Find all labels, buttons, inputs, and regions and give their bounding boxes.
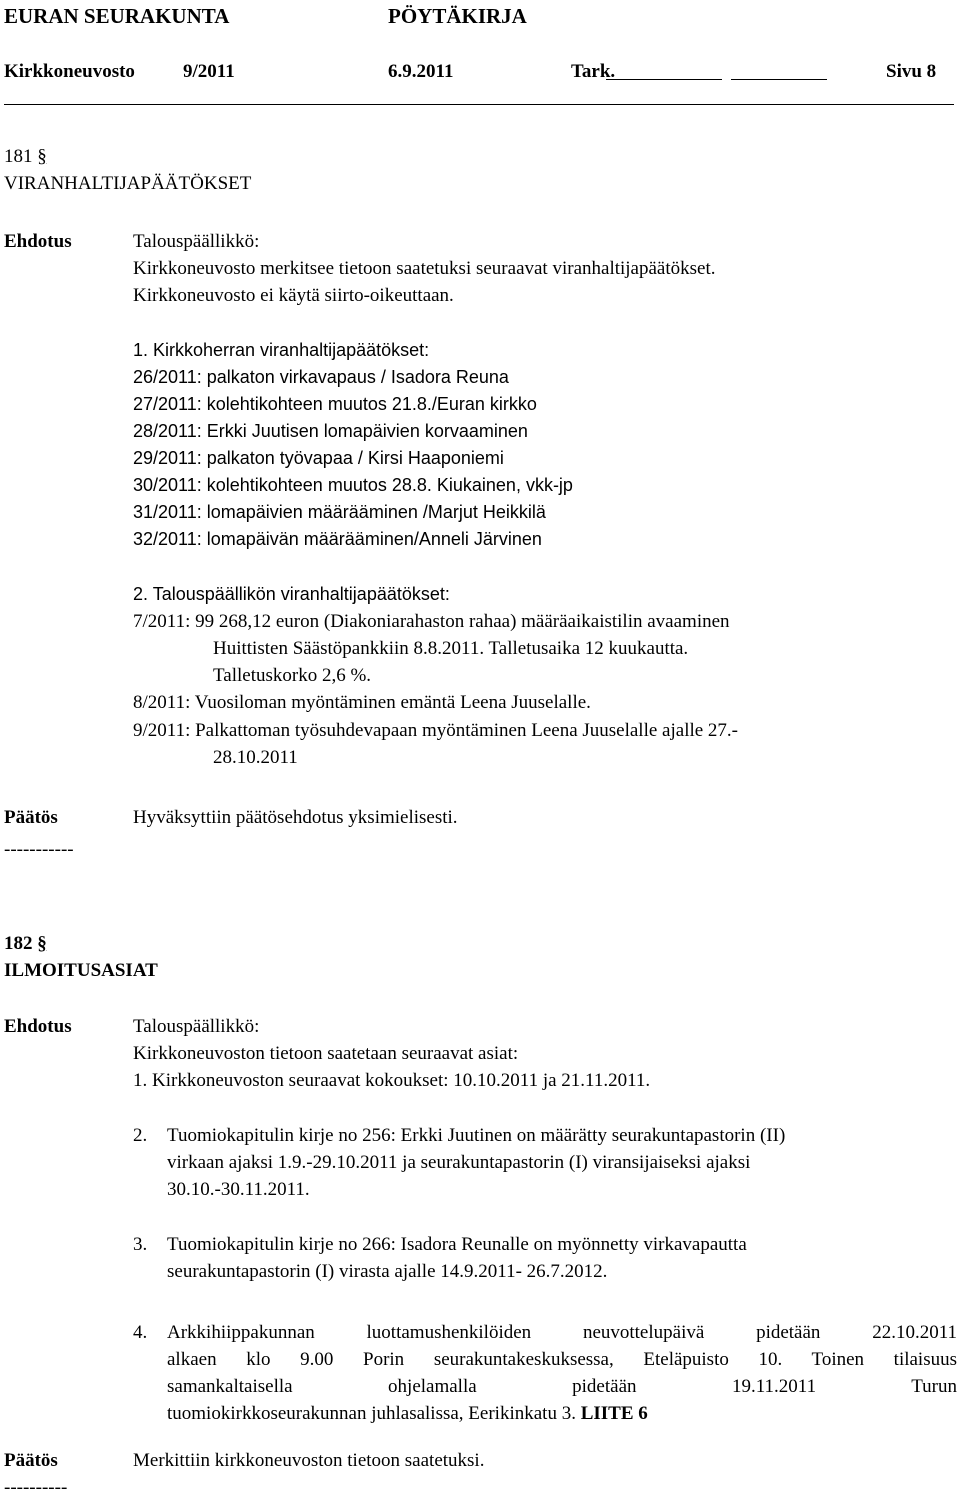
notice-item-2-line: Tuomiokapitulin kirje no 256: Erkki Juutinen on määrätty seurakuntapastorin (II)	[167, 1125, 786, 1146]
tark-label: Tark.	[571, 61, 616, 82]
decision-line: 8/2011: Vuosiloman myöntäminen emäntä Leena Juuselalle.	[133, 692, 591, 713]
notice-item-3-line: Tuomiokapitulin kirje no 266: Isadora Reunalle on myönnetty virkavapautta	[167, 1234, 747, 1255]
proposer: Talouspäällikkö:	[133, 231, 260, 252]
notice-item-3-line: seurakuntapastorin (I) virasta ajalle 14.9.2011- 26.7.2012.	[167, 1261, 608, 1282]
group-2-title: 2. Talouspäällikön viranhaltijapäätökset:	[133, 584, 450, 604]
decision-label: Päätös	[4, 807, 58, 828]
group-1-title: 1. Kirkkoherran viranhaltijapäätökset:	[133, 340, 430, 360]
notice-item-4-number: 4.	[133, 1322, 148, 1343]
notice-item-2-number: 2.	[133, 1125, 148, 1146]
decision-item: 29/2011: palkaton työvapaa / Kirsi Haaponiemi	[133, 448, 504, 468]
section-181-title: VIRANHALTIJAPÄÄTÖKSET	[4, 173, 252, 194]
notice-item-1: 1. Kirkkoneuvoston seuraavat kokoukset: 10.10.2011 ja 21.11.2011.	[133, 1070, 651, 1091]
tark-blank-2	[731, 79, 827, 80]
notice-item-4-line: Arkkihiippakunnan luottamushenkilöiden neuvottelupäivä pidetään 22.10.2011	[167, 1322, 957, 1343]
section-182-title: ILMOITUSASIAT	[4, 960, 158, 981]
proposal-label: Ehdotus	[4, 1016, 72, 1037]
decision-line: Talletuskorko 2,6 %.	[213, 665, 372, 686]
tark-blank-1	[606, 79, 722, 80]
proposal-label: Ehdotus	[4, 231, 72, 252]
decision-line: Huittisten Säästöpankkiin 8.8.2011. Talletusaika 12 kuukautta.	[213, 638, 689, 659]
notice-item-2-line: 30.10.-30.11.2011.	[167, 1179, 310, 1200]
intro-line-1: Kirkkoneuvosto merkitsee tietoon saatetuksi seuraavat viranhaltijapäätökset.	[133, 258, 716, 279]
org-name: EURAN SEURAKUNTA	[4, 4, 230, 28]
section-181-number: 181 §	[4, 146, 47, 167]
decision-line: 28.10.2011	[213, 747, 298, 768]
intro-line-2: Kirkkoneuvosto ei käytä siirto-oikeuttaan.	[133, 285, 454, 306]
attachment-reference: LIITE 6	[580, 1403, 648, 1424]
meeting-number: 9/2011	[183, 61, 235, 82]
document-type: PÖYTÄKIRJA	[388, 4, 527, 28]
decision-line: 9/2011: Palkattoman työsuhdevapaan myöntäminen Leena Juuselalle ajalle 27.-	[133, 720, 739, 741]
section-182-number: 182 §	[4, 933, 47, 954]
notice-item-3-number: 3.	[133, 1234, 148, 1255]
notice-item-4-line: tuomiokirkkoseurakunnan juhlasalissa, Eerikinkatu 3. LIITE 6	[167, 1403, 648, 1424]
intro-line: Kirkkoneuvoston tietoon saatetaan seuraavat asiat:	[133, 1043, 519, 1064]
decision-text: Hyväksyttiin päätösehdotus yksimielisesti.	[133, 807, 458, 828]
proposer: Talouspäällikkö:	[133, 1016, 260, 1037]
decision-item: 32/2011: lomapäivän määrääminen/Anneli Järvinen	[133, 529, 542, 549]
separator: -----------	[4, 839, 74, 860]
meeting-body: Kirkkoneuvosto	[4, 61, 135, 82]
decision-label: Päätös	[4, 1450, 58, 1471]
decision-text: Merkittiin kirkkoneuvoston tietoon saatetuksi.	[133, 1450, 485, 1471]
page-number: Sivu 8	[886, 61, 937, 82]
decision-line: 7/2011: 99 268,12 euron (Diakoniarahaston rahaa) määräaikaistilin avaaminen	[133, 611, 730, 632]
decision-item: 27/2011: kolehtikohteen muutos 21.8./Euran kirkko	[133, 394, 537, 414]
section-sign: §	[37, 933, 47, 954]
decision-item: 30/2011: kolehtikohteen muutos 28.8. Kiukainen, vkk-jp	[133, 475, 573, 495]
meeting-date: 6.9.2011	[388, 61, 454, 82]
separator: ----------	[4, 1477, 68, 1498]
section-sign: §	[37, 146, 47, 167]
notice-item-4-line: alkaen klo 9.00 Porin seurakuntakeskuksessa, Eteläpuisto 10. Toinen tilaisuus	[167, 1349, 957, 1370]
notice-item-2-line: virkaan ajaksi 1.9.-29.10.2011 ja seurakuntapastorin (I) viransijaiseksi ajaksi	[167, 1152, 751, 1173]
decision-item: 26/2011: palkaton virkavapaus / Isadora Reuna	[133, 367, 509, 387]
header-rule	[4, 104, 954, 105]
decision-item: 31/2011: lomapäivien määrääminen /Marjut Heikkilä	[133, 502, 546, 522]
decision-item: 28/2011: Erkki Juutisen lomapäivien korvaaminen	[133, 421, 528, 441]
notice-item-4-line: samankaltaisella ohjelamalla pidetään 19.11.2011 Turun	[167, 1376, 957, 1397]
